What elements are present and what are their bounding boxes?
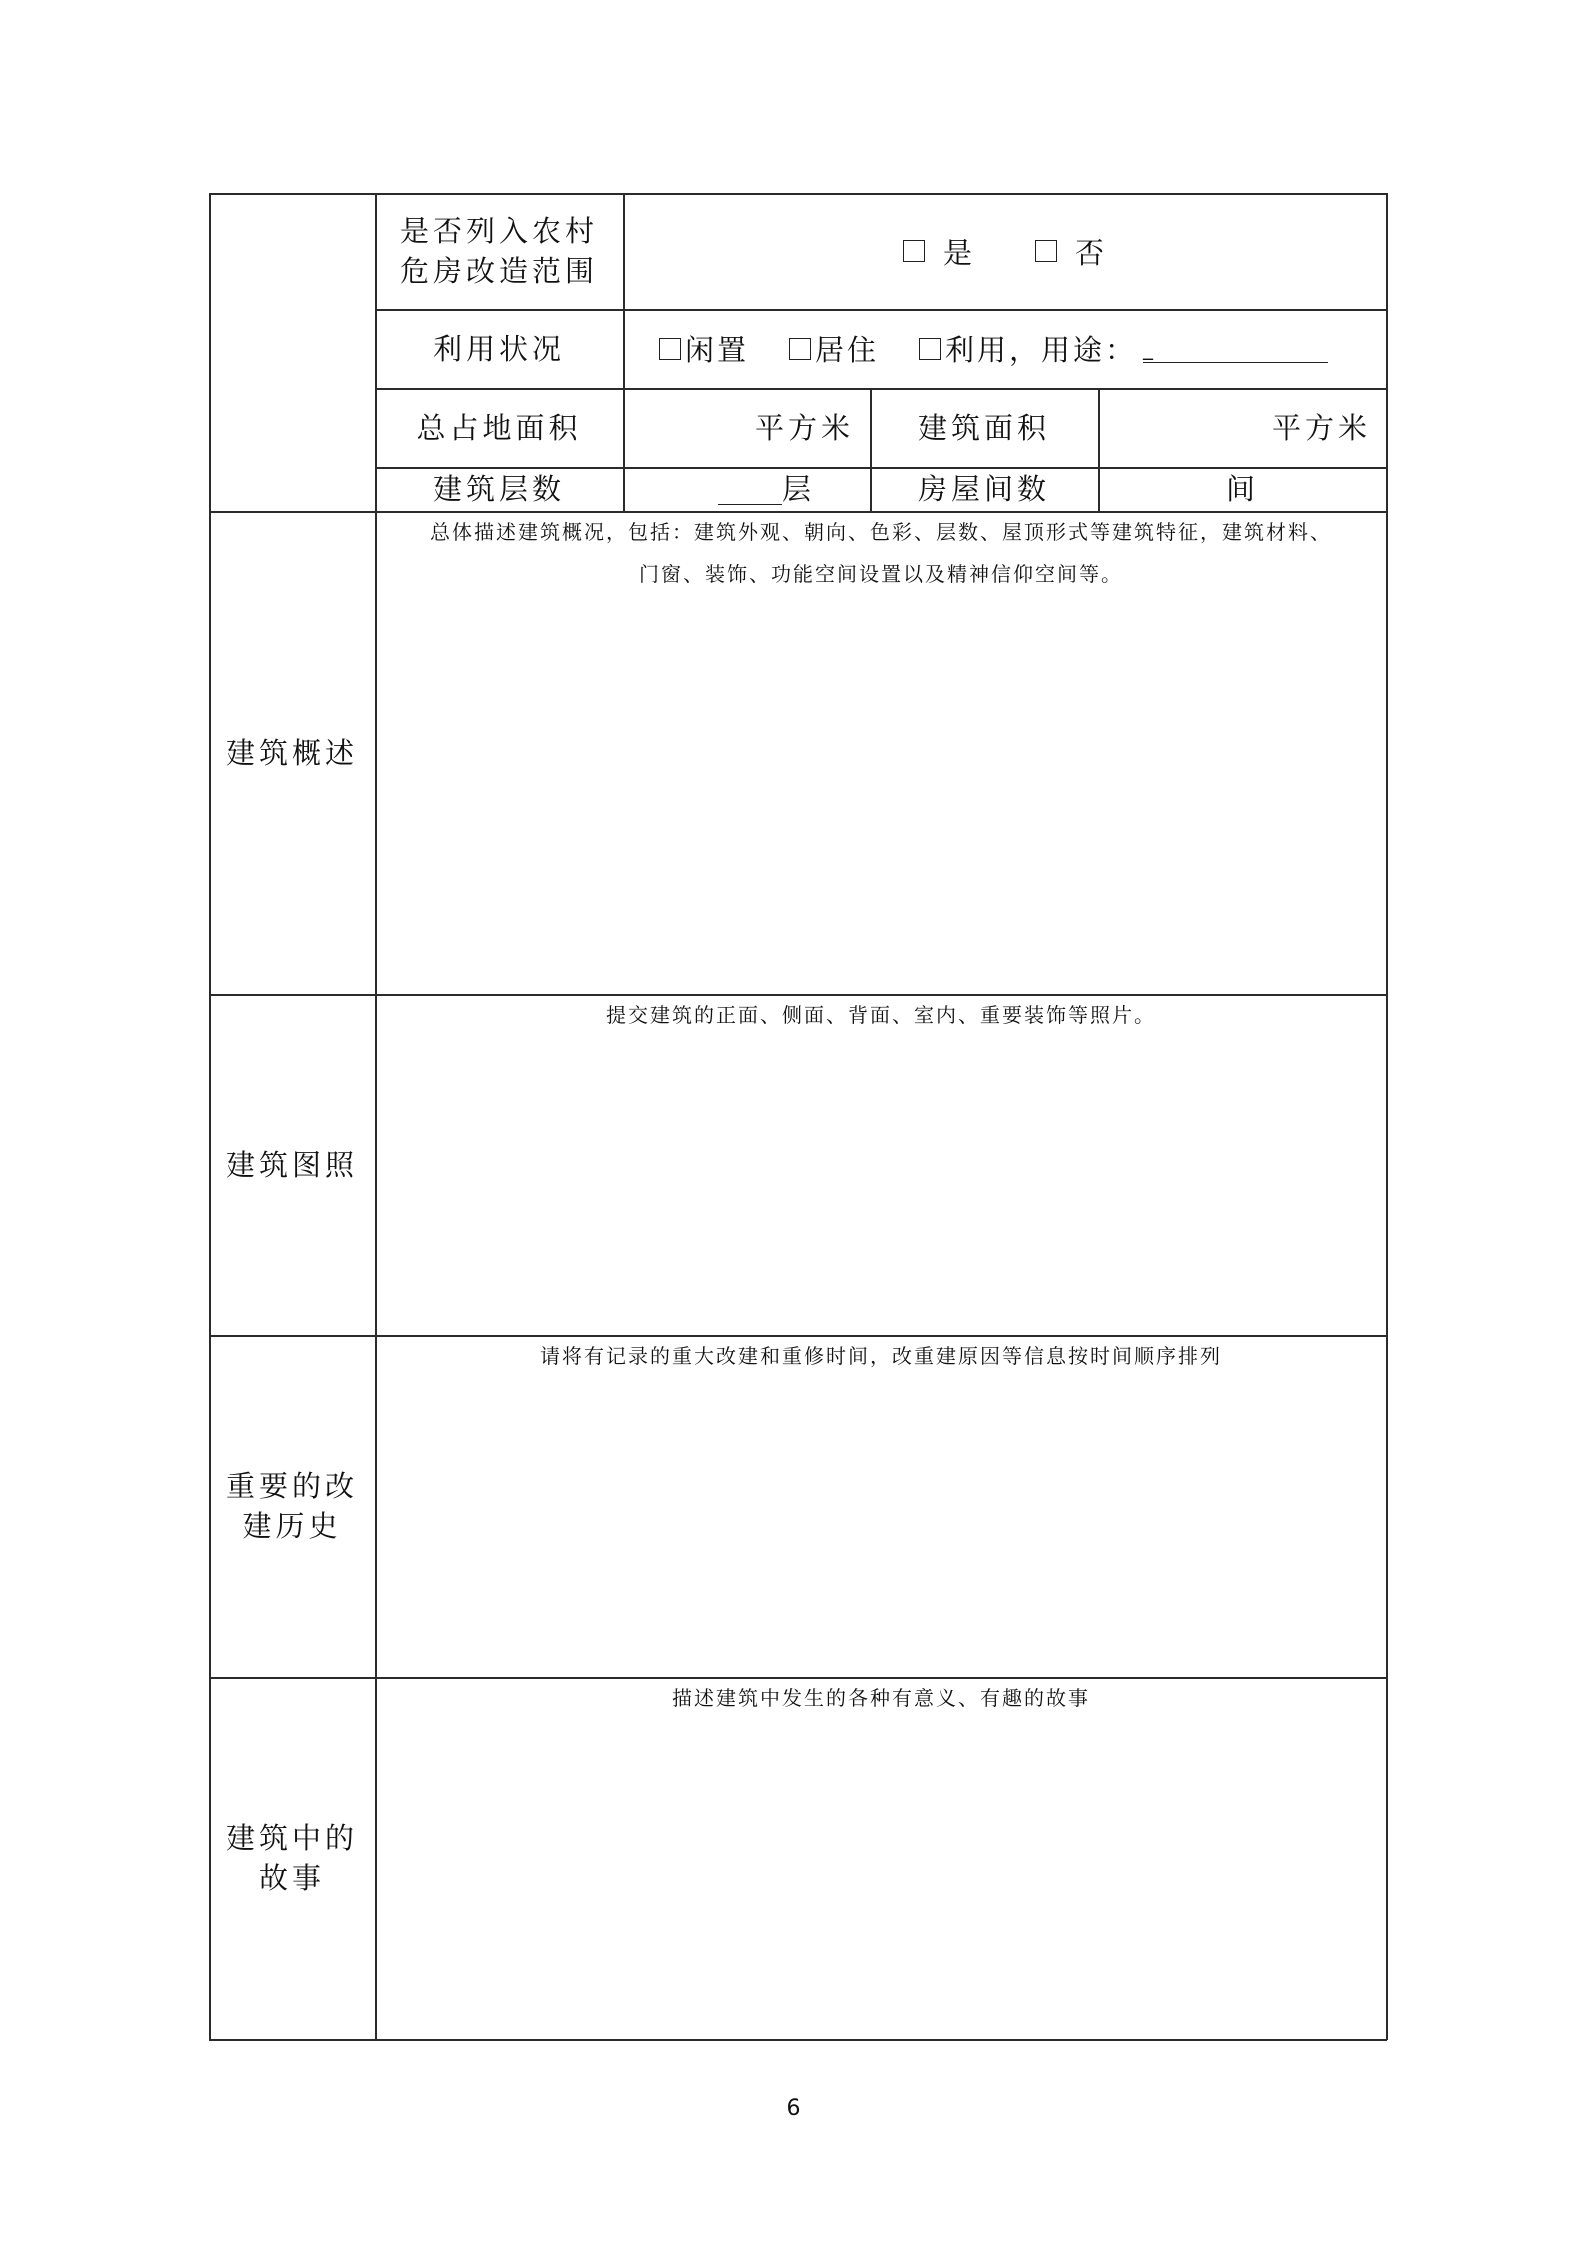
section-history-label <box>209 1335 375 1677</box>
checkbox-yes[interactable] <box>903 240 925 262</box>
section-stories-label <box>209 1677 375 2039</box>
option-use[interactable] <box>919 328 1137 369</box>
option-yes-label: 是 <box>942 235 975 270</box>
rooms-value[interactable] <box>1098 467 1387 511</box>
section-overview-label-line1: 建筑概述 <box>225 735 358 770</box>
building-area-label: 建筑面积 <box>917 410 1050 445</box>
heritage-building-form <box>209 193 1387 2040</box>
page-number: 6 <box>786 2096 801 2121</box>
section-overview-hint-line1: 总体描述建筑概况，包括：建筑外观、朝向、色彩、层数、屋顶形式等建筑特征，建筑材料、 <box>430 520 1332 544</box>
checkbox-live[interactable] <box>789 338 811 360</box>
floors-label: 建筑层数 <box>432 472 565 506</box>
danger-reform-label <box>375 193 623 309</box>
checkbox-use[interactable] <box>919 338 941 360</box>
section-history-label-line2: 建历史 <box>242 1509 342 1543</box>
usage-options <box>623 309 1387 388</box>
purpose-blank[interactable]: _ <box>1143 334 1328 363</box>
danger-reform-options <box>623 193 1387 309</box>
danger-reform-label-line2: 危房改造范围 <box>399 254 598 288</box>
section-photos-label-line1: 建筑图照 <box>225 1147 358 1182</box>
floors-value[interactable] <box>623 467 870 511</box>
rooms-unit: 间 <box>1225 472 1259 506</box>
section-photos-hint[interactable] <box>375 994 1387 1036</box>
section-overview-label <box>209 511 375 994</box>
section-overview-hint-line2: 门窗、装饰、功能空间设置以及精神信仰空间等。 <box>639 562 1123 586</box>
building-area-unit: 平方米 <box>1271 410 1371 445</box>
option-no[interactable] <box>1035 231 1107 272</box>
section-history-label-line1: 重要的改 <box>225 1469 358 1503</box>
land-area-unit: 平方米 <box>754 410 854 445</box>
border-bottom <box>209 2039 1387 2041</box>
land-area-value[interactable] <box>623 388 870 467</box>
option-yes[interactable] <box>903 231 975 272</box>
section-overview-hint[interactable] <box>375 511 1387 595</box>
land-area-label: 总占地面积 <box>416 410 582 445</box>
usage-label: 利用状况 <box>432 331 565 366</box>
section-stories-label-line1: 建筑中的 <box>225 1821 358 1855</box>
checkbox-no[interactable] <box>1035 240 1057 262</box>
rooms-label: 房屋间数 <box>917 472 1050 506</box>
option-idle[interactable] <box>659 328 749 369</box>
option-idle-label: 闲置 <box>685 333 750 367</box>
building-area-value[interactable] <box>1098 388 1387 467</box>
option-live[interactable] <box>789 328 879 369</box>
section-photos-label <box>209 994 375 1335</box>
floors-unit: 层 <box>781 472 815 506</box>
option-use-label: 利用，用途： <box>945 333 1138 367</box>
section-photos-hint-line1: 提交建筑的正面、侧面、背面、室内、重要装饰等照片。 <box>606 1003 1156 1027</box>
option-live-label: 居住 <box>815 333 880 367</box>
section-history-hint[interactable] <box>375 1335 1387 1377</box>
section-stories-hint-line1: 描述建筑中发生的各种有意义、有趣的故事 <box>672 1686 1090 1710</box>
checkbox-idle[interactable] <box>659 338 681 360</box>
option-no-label: 否 <box>1075 235 1108 270</box>
section-stories-label-line2: 故事 <box>258 1861 325 1895</box>
floors-blank[interactable] <box>718 474 782 505</box>
danger-reform-label-line1: 是否列入农村 <box>399 214 598 248</box>
section-history-hint-line1: 请将有记录的重大改建和重修时间，改重建原因等信息按时间顺序排列 <box>540 1344 1222 1368</box>
section-stories-hint[interactable] <box>375 1677 1387 1719</box>
